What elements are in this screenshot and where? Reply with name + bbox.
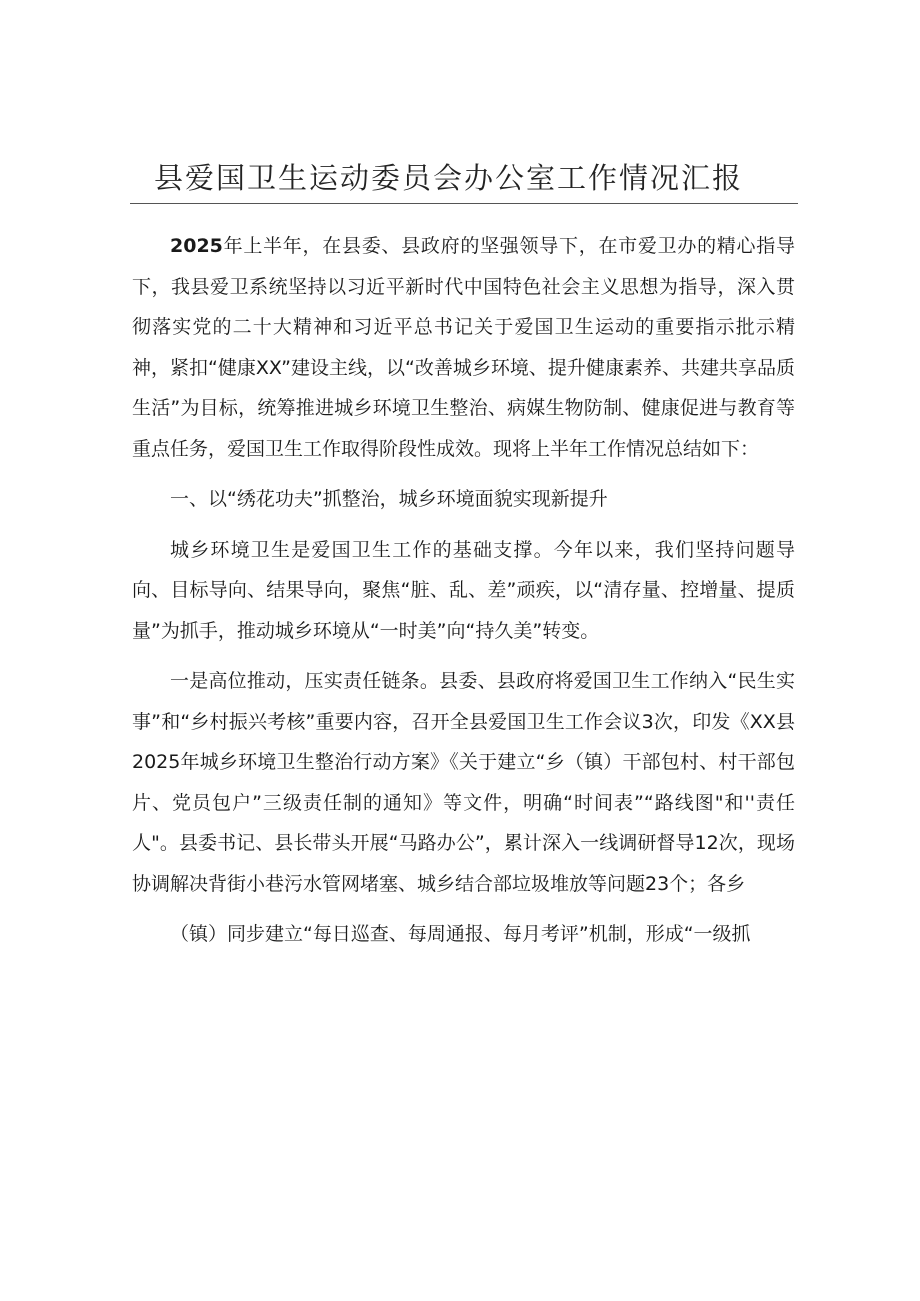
section-1-point-1-paragraph: 一是高位推动，压实责任链条。县委、县政府将爱国卫生工作纳入“民生实事”和“乡村振兴考核”重要内容，召开全县爱国卫生工作会议3次，印发《XX县2025年城乡环境卫生整治行动方案》《关于建立“乡（镇）干部包村、村干部包片、党员包户”三级责任制的通知》等文件，明确“时间表”“路线图"和''责任人"。县委书记、县长带头开展“马路办公”，累计深入一线调研督导12次，现场协调解决背街小巷污水管网堵塞、城乡结合部垃圾堆放等问题23个；各乡 (132, 670, 795, 895)
section-heading-1: 一、以“绣花功夫”抓整治，城乡环境面貌实现新提升 (170, 488, 608, 510)
intro-text: 年上半年，在县委、县政府的坚强领导下，在市爱卫办的精心指导下，我县爱卫系统坚持以习近平新时代中国特色社会主义思想为指导，深入贯彻落实党的二十大精神和习近平总书记关于爱国卫生运动的重要指示批示精神，紧扣“健康XX”建设主线，以“改善城乡环境、提升健康素养、共建共享品质生活”为目标，统筹推进城乡环境卫生整治、病媒生物防制、健康促进与教育等重点任务，爱国卫生工作取得阶段性成效。现将上半年工作情况总结如下： (132, 235, 795, 460)
section-1-intro-paragraph: 城乡环境卫生是爱国卫生工作的基础支撑。今年以来，我们坚持问题导向、目标导向、结果导向，聚焦“脏、乱、差”顽疾，以“清存量、控增量、提质量”为抓手，推动城乡环境从“一时美”向“持久美”转变。 (132, 538, 795, 642)
intro-year: 2025 (170, 235, 223, 257)
intro-paragraph (132, 226, 795, 469)
document-body (132, 226, 795, 955)
document-title: 县爱国卫生运动委员会办公室工作情况汇报 (154, 161, 744, 195)
title-underline (130, 203, 798, 204)
section-1-point-1-continuation: （镇）同步建立“每日巡查、每周通报、每月考评”机制，形成“一级抓 (170, 923, 751, 945)
